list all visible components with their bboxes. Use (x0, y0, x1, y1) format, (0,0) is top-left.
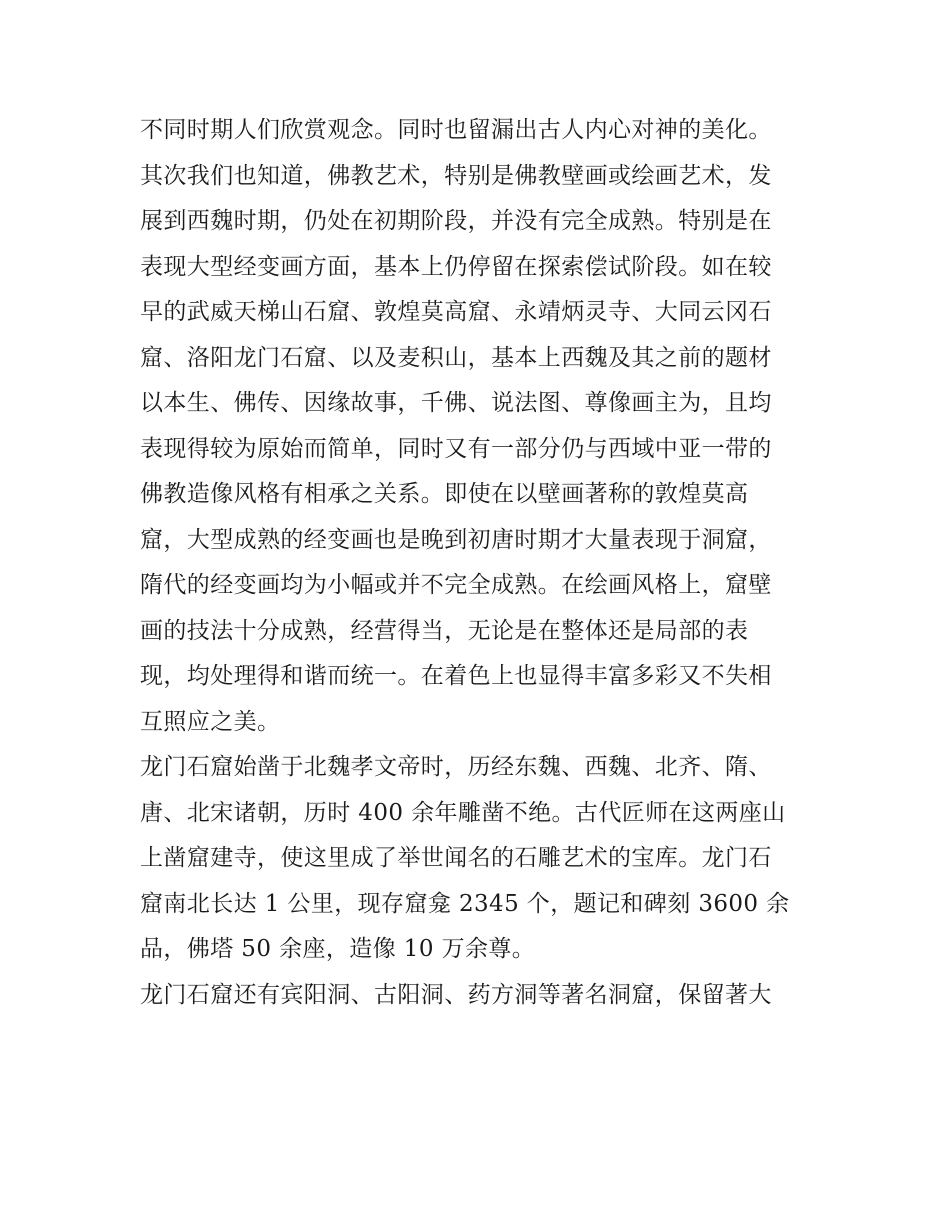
body-text (140, 108, 820, 1018)
text-line: 画的技法十分成熟，经营得当，无论是在整体还是局部的表 (140, 617, 749, 644)
text-line: 窟南北长达 1 公里，现存窟龛 2345 个，题记和碑刻 3600 余 (140, 890, 790, 917)
text-line: 品，佛塔 50 余座，造像 10 万余尊。 (140, 936, 536, 962)
text-line: 窟、洛阳龙门石窟、以及麦积山，基本上西魏及其之前的题材 (140, 344, 772, 371)
text-line: 龙门石窟始凿于北魏孝文帝时，历经东魏、西魏、北齐、隋、 (140, 754, 772, 780)
text-line: 隋代的经变画均为小幅或并不完全成熟。在绘画风格上，窟壁 (140, 572, 772, 598)
text-line: 窟，大型成熟的经变画也是晚到初唐时期才大量表现于洞窟， (140, 526, 772, 553)
text-line: 佛教造像风格有相承之关系。即使在以壁画著称的敦煌莫高 (140, 481, 749, 507)
text-line: 表现得较为原始而简单，同时又有一部分仍与西域中亚一带的 (140, 435, 772, 462)
text-line: 不同时期人们欣赏观念。同时也留漏出古人内心对神的美化。 (140, 117, 772, 143)
text-line: 以本生、佛传、因缘故事，千佛、说法图、尊像画主为，且均 (140, 390, 772, 416)
text-line: 上凿窟建寺，使这里成了举世闻名的石雕艺术的宝库。龙门石 (140, 845, 772, 871)
text-line: 龙门石窟还有宾阳洞、古阳洞、药方洞等著名洞窟，保留著大 (140, 981, 772, 1008)
text-line: 互照应之美。 (140, 708, 281, 735)
text-line: 展到西魏时期，仍处在初期阶段，并没有完全成熟。特别是在 (140, 208, 772, 234)
text-line: 唐、北宋诸朝，历时 400 余年雕凿不绝。古代匠师在这两座山 (140, 799, 786, 826)
text-line: 早的武威天梯山石窟、敦煌莫高窟、永靖炳灵寺、大同云冈石 (140, 299, 772, 325)
text-line: 其次我们也知道，佛教艺术，特别是佛教壁画或绘画艺术，发 (140, 162, 772, 189)
text-line: 现，均处理得和谐而统一。在着色上也显得丰富多彩又不失相 (140, 663, 772, 689)
text-line: 表现大型经变画方面，基本上仍停留在探索偿试阶段。如在较 (140, 253, 772, 280)
